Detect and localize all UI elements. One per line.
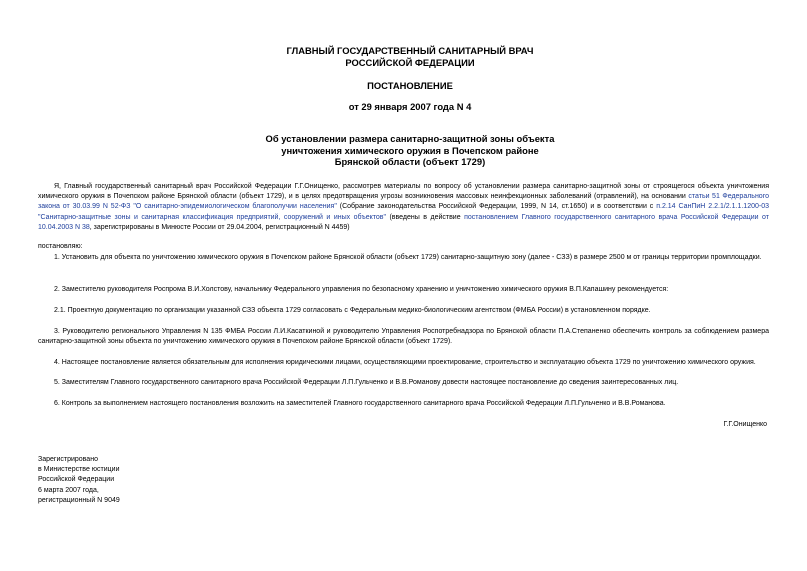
registration-line: в Министерстве юстиции [38,466,120,474]
preamble-paragraph [38,182,769,233]
preamble-text-1: Я, Главный государственный санитарный врач Российской Федерации Г.Г.Онищенко, рассмотрев материалы по вопросу об установлении размера санитарно-защитной зоны от строящегося объекта уничтожения химического оружия в Почепском районе Брянской области (объект 1729), и в целях предотвращения угрозы возникновения массовых неинфекционных заболеваний (отравлений), на основании [38,183,769,201]
item-3 [38,327,769,347]
registration-block [38,455,120,506]
sanpin-link[interactable]: п.2.14 СанПиН 2.2.1/2.1.1.1200-03 "Санитарно-защитные зоны и санитарная классификация предприятий, сооружений и иных объектов" [38,203,769,221]
signature: Г.Г.Онищенко [723,421,767,428]
item-4 [38,358,769,368]
preamble-text-3: (введены в действие [385,213,465,221]
document-date: от 29 января 2007 года N 4 [348,101,472,112]
preamble-text-4: , зарегистрированы в Минюсте России от 29.04.2004, регистрационный N 4459) [89,223,350,231]
item-6 [38,399,769,409]
item-1 [38,253,769,263]
resolve-word: постановляю: [38,243,83,250]
item-text: 6. Контроль за выполнением настоящего постановления возложить на заместителей Главного государственного санитарного врача Российской Федерации Л.П.Гульченко и В.В.Романова. [54,400,666,407]
title-line-1: Об установлении размера санитарно-защитной зоны объекта [265,133,555,144]
document-type: ПОСТАНОВЛЕНИЕ [367,80,453,91]
item-5 [38,378,769,388]
title-line-3: Брянской области (объект 1729) [334,156,486,167]
issuer-heading [150,45,670,68]
item-text: 3. Руководителю регионального Управления N 135 ФМБА России Л.И.Касаткиной и руководителю Управления Роспотребнадзора по Брянской области П.А.Степаненко обеспечить контроль за соблюдением размера санитарно-защитной зоны объекта по уничтожению химического оружия в Почепском районе Брянской области (объект 1729). [38,328,769,346]
item-text: 1. Установить для объекта по уничтожению химического оружия в Почепском районе Брянской области (объект 1729) санитарно-защитную зону (далее - СЗЗ) в размере 2500 м от границы территории промплощадки. [54,254,762,261]
resolution-link[interactable]: постановлением Главного государственного санитарного врача Российской Федерации от 10.04.2003 N 38 [38,213,769,231]
title-line-2: уничтожения химического оружия в Почепском районе [281,144,539,156]
item-text: 5. Заместителям Главного государственного санитарного врача Российской Федерации Л.П.Гульченко и В.В.Романову довести настоящее постановление до сведения заинтересованных лиц. [54,379,679,386]
item-text: 4. Настоящее постановление является обязательным для исполнения юридическими лицами, осуществляющими проектирование, строительство и эксплуатацию объекта 1729 по уничтожению химического оружия. [54,359,756,366]
item-2 [38,285,769,295]
registration-line: 6 марта 2007 года, [38,486,99,494]
law-link[interactable]: статьи 51 Федерального закона от 30.03.99 N 52-ФЗ "О санитарно-эпидемиологическом благополучии населения" [38,193,769,211]
registration-line: регистрационный N 9049 [38,496,120,504]
registration-line: Российской Федерации [38,476,115,484]
item-text: 2.1. Проектную документацию по организации указанной СЗЗ объекта 1729 согласовать с Федеральным медико-биологическим агентством (ФМБА России) в установленном порядке. [54,307,651,314]
item-2-1 [38,306,769,316]
document-title [150,133,670,168]
registration-line: Зарегистрировано [38,456,98,463]
preamble-text-2: (Собрание законодательства Российской Федерации, 1999, N 14, ст.1650) и в соответствии с [336,203,657,211]
issuer-line-2: РОССИЙСКОЙ ФЕДЕРАЦИИ [345,56,475,68]
issuer-line-1: ГЛАВНЫЙ ГОСУДАРСТВЕННЫЙ САНИТАРНЫЙ ВРАЧ [286,45,534,56]
item-text: 2. Заместителю руководителя Роспрома В.И.Холстову, начальнику Федерального управления по безопасному хранению и уничтожению химического оружия В.П.Капашину рекомендуется: [54,286,669,293]
